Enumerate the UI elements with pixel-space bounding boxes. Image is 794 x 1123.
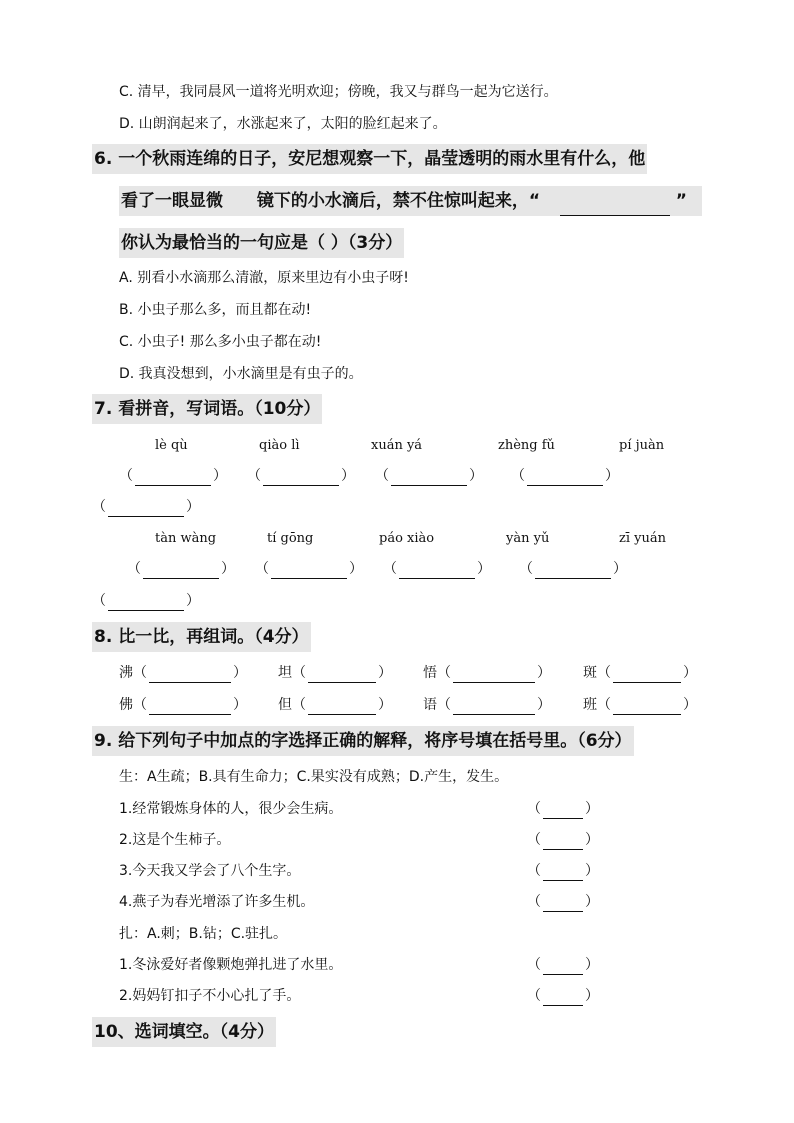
- q6-answer-blank[interactable]: [560, 197, 670, 216]
- q7-pinyin-7: tí gōng: [267, 531, 314, 546]
- q7-pinyin-5: pí juàn: [619, 438, 665, 453]
- q9-sheng-answer-1[interactable]: （ ）: [527, 801, 599, 817]
- q9-sheng-answer-3[interactable]: （ ）: [527, 863, 599, 879]
- q7-pinyin-10: zī yuán: [619, 531, 666, 546]
- q6-line2-part-b: 镜下的小水滴后，禁不住惊叫起来，“: [256, 191, 541, 211]
- q7-pinyin-1: lè qù: [155, 438, 188, 453]
- q5-option-c: C. 清早，我同晨风一道将光明欢迎；傍晚，我又与群鸟一起为它送行。: [119, 84, 558, 100]
- q7-answer-1[interactable]: （ ）: [119, 468, 227, 484]
- q7-answer-6[interactable]: （ ）: [127, 561, 235, 577]
- q7-pinyin-2: qiào lì: [259, 438, 300, 453]
- q9-sheng-item-4: 4.燕子为春光增添了许多生机。: [119, 894, 315, 910]
- q5-option-d: D. 山朗润起来了，水涨起来了，太阳的脸红起来了。: [119, 116, 447, 132]
- q7-pinyin-3: xuán yá: [371, 438, 423, 453]
- q7-pinyin-4: zhèng fǔ: [498, 438, 555, 453]
- q9-sheng-item-3: 3.今天我又学会了八个生字。: [119, 863, 301, 879]
- q9-sheng-answer-4[interactable]: （ ）: [527, 894, 599, 910]
- q6-heading-line2: [119, 186, 702, 216]
- q7-answer-5[interactable]: （ ）: [92, 499, 200, 515]
- q6-option-c: C. 小虫子! 那么多小虫子都在动!: [119, 334, 322, 350]
- q6-option-b: B. 小虫子那么多，而且都在动!: [119, 302, 312, 318]
- q7-pinyin-6: tàn wàng: [155, 531, 217, 546]
- q10-heading: 10、选词填空。（4分）: [92, 1017, 276, 1047]
- q8-compare-1b[interactable]: 佛（ ）: [119, 697, 247, 713]
- q9-sheng-item-1: 1.经常锻炼身体的人，很少会生病。: [119, 801, 343, 817]
- q7-pinyin-9: yàn yǔ: [506, 531, 550, 546]
- q7-answer-8[interactable]: （ ）: [383, 561, 491, 577]
- q8-compare-3b[interactable]: 语（ ）: [423, 697, 551, 713]
- q9-heading: 9. 给下列句子中加点的字选择正确的解释，将序号填在括号里。（6分）: [92, 726, 634, 756]
- q6-option-a: A. 别看小水滴那么清澈，原来里边有小虫子呀!: [119, 270, 409, 286]
- q8-compare-3a[interactable]: 悟（ ）: [423, 665, 551, 681]
- q6-line2-part-a: 看了一眼显微: [121, 191, 223, 211]
- q6-heading-line3: 你认为最恰当的一句应是（ ）（3分）: [119, 228, 404, 258]
- q7-heading: 7. 看拼音，写词语。（10分）: [92, 394, 322, 424]
- q7-answer-2[interactable]: （ ）: [247, 468, 355, 484]
- q9-sheng-item-2: 2.这是个生柿子。: [119, 832, 231, 848]
- q8-compare-2a[interactable]: 坦（ ）: [278, 665, 392, 681]
- q7-answer-9[interactable]: （ ）: [519, 561, 627, 577]
- q7-pinyin-8: páo xiào: [379, 531, 435, 546]
- q6-line2-close-quote: ”: [675, 191, 687, 211]
- q7-answer-4[interactable]: （ ）: [511, 468, 619, 484]
- q7-answer-10[interactable]: （ ）: [92, 593, 200, 609]
- q9-zha-item-1: 1.冬泳爱好者像颗炮弹扎进了水里。: [119, 957, 343, 973]
- q6-heading-line1: 6. 一个秋雨连绵的日子，安尼想观察一下，晶莹透明的雨水里有什么，他: [92, 144, 647, 174]
- q8-compare-4a[interactable]: 斑（ ）: [583, 665, 697, 681]
- q7-answer-7[interactable]: （ ）: [255, 561, 363, 577]
- q9-zha-answer-2[interactable]: （ ）: [527, 988, 599, 1004]
- q9-sheng-answer-2[interactable]: （ ）: [527, 832, 599, 848]
- q9-zha-item-2: 2.妈妈钉扣子不小心扎了手。: [119, 988, 301, 1004]
- q6-option-d: D. 我真没想到，小水滴里是有虫子的。: [119, 366, 363, 382]
- q9-zha-definitions: 扎：A.刺；B.钻；C.驻扎。: [119, 926, 288, 942]
- q8-heading: 8. 比一比，再组词。（4分）: [92, 622, 311, 652]
- q8-compare-4b[interactable]: 班（ ）: [583, 697, 697, 713]
- q9-zha-answer-1[interactable]: （ ）: [527, 957, 599, 973]
- q8-compare-1a[interactable]: 沸（ ）: [119, 665, 247, 681]
- q8-compare-2b[interactable]: 但（ ）: [278, 697, 392, 713]
- q9-sheng-definitions: 生：A生疏；B.具有生命力；C.果实没有成熟；D.产生，发生。: [119, 769, 509, 785]
- q7-answer-3[interactable]: （ ）: [375, 468, 483, 484]
